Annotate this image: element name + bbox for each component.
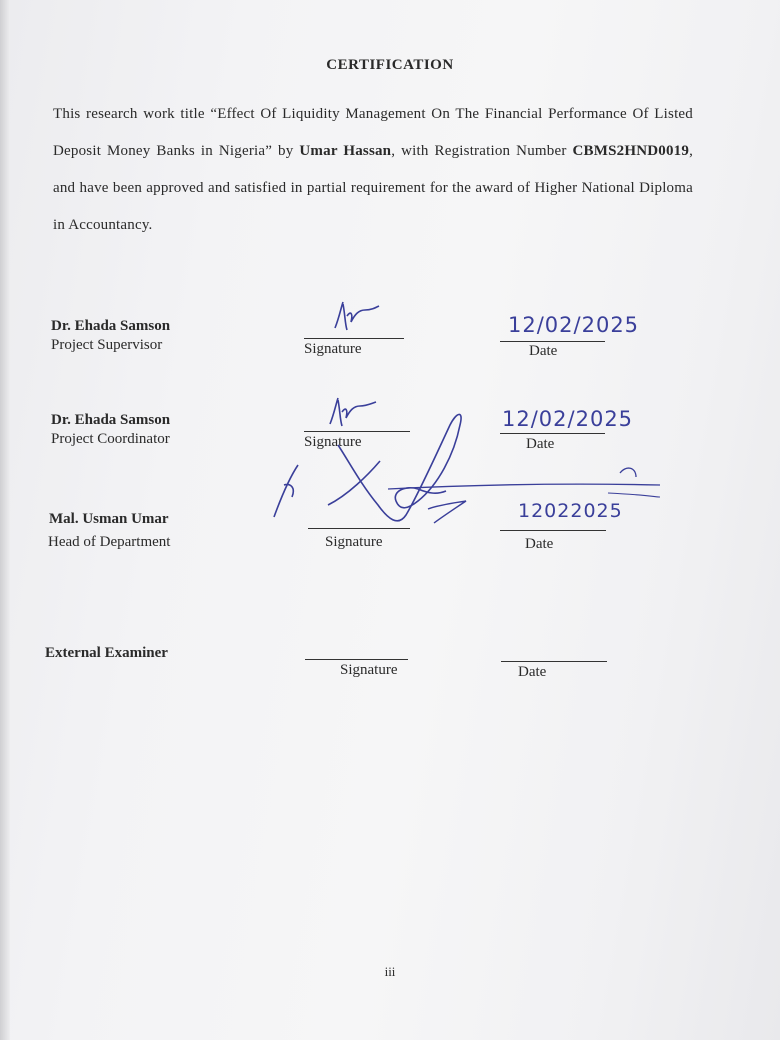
- signature-line: [308, 528, 410, 529]
- handwritten-date: 12/02/2025: [502, 407, 634, 431]
- supervisor-signature-mark: [325, 296, 385, 336]
- signatory-name: Mal. Usman Umar: [49, 511, 169, 527]
- signatory-name: External Examiner: [45, 645, 168, 661]
- signature-label: Signature: [325, 534, 383, 550]
- signatory-coordinator: [51, 411, 170, 449]
- signatory-supervisor: [51, 317, 170, 355]
- signatory-role: Head of Department: [48, 534, 171, 550]
- signatory-hod: [49, 510, 169, 529]
- date-line: [500, 341, 605, 342]
- signatory-external-examiner: [45, 644, 168, 663]
- signatory-role: Project Supervisor: [51, 337, 163, 353]
- date-label: Date: [526, 436, 555, 452]
- certification-paragraph: [53, 96, 693, 244]
- page-title: CERTIFICATION: [326, 57, 454, 73]
- date-line: [500, 530, 606, 531]
- page-edge-shadow: [0, 0, 10, 1040]
- paragraph-text-3: , and have been approved and satisfied in partial requirement for the award of Higher National Diploma in Accountancy.: [53, 143, 694, 233]
- signature-label: Signature: [304, 434, 362, 450]
- signature-label: Signature: [340, 662, 398, 678]
- signature-label: Signature: [304, 341, 362, 357]
- page-number: iii: [384, 964, 396, 979]
- date-label: Date: [529, 343, 558, 359]
- signatory-role: Project Coordinator: [51, 431, 170, 447]
- date-line: [501, 661, 607, 662]
- signature-line: [304, 338, 404, 339]
- paragraph-text-2: , with Registration Number: [391, 143, 573, 159]
- handwritten-date: 12022025: [518, 500, 623, 522]
- signatory-name: Dr. Ehada Samson: [51, 412, 171, 428]
- handwritten-date: 12/02/2025: [508, 313, 640, 337]
- signatory-name: Dr. Ehada Samson: [51, 318, 171, 334]
- author-name: Umar Hassan: [299, 143, 392, 159]
- signatory-hod-role-wrap: [48, 533, 170, 552]
- signature-line: [305, 659, 408, 660]
- date-label: Date: [525, 536, 554, 552]
- date-label: Date: [518, 664, 547, 680]
- registration-number: CBMS2HND0019: [572, 143, 690, 159]
- paragraph-text-1: This research work title “Effect Of Liquidity Management On The Financial Performance Of Listed Deposit Money Banks in Nigeria” by: [53, 106, 693, 159]
